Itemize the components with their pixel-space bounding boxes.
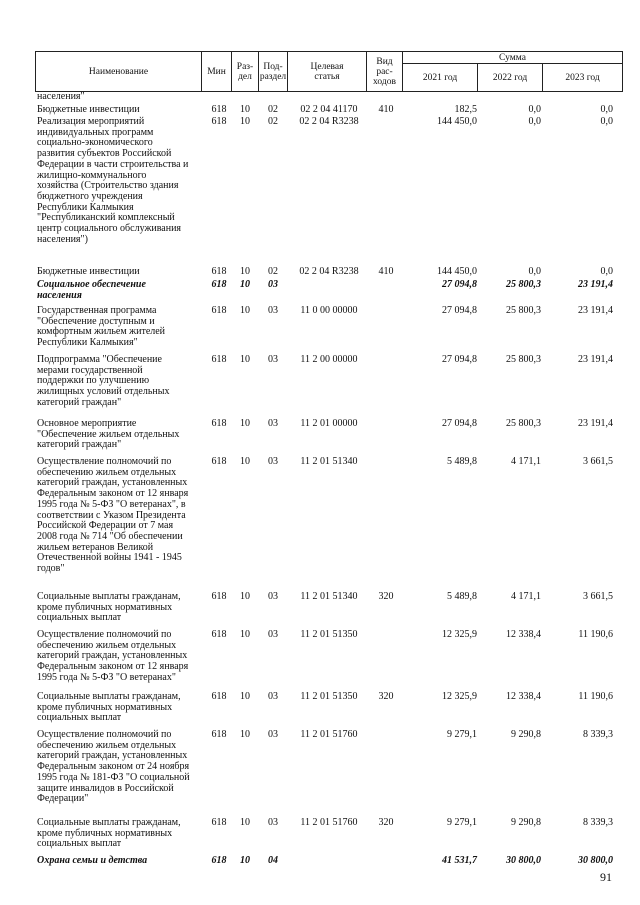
row-2021: 5 489,8 bbox=[447, 456, 477, 467]
row-2023: 30 800,0 bbox=[578, 855, 613, 866]
row-cs: 11 2 01 51350 bbox=[300, 629, 358, 640]
header-summa: Сумма bbox=[499, 52, 526, 63]
row-razdel: 10 bbox=[240, 116, 250, 127]
row-min: 618 bbox=[211, 116, 227, 127]
row-2021: 9 279,1 bbox=[447, 729, 477, 740]
row-name: Социальные выплаты гражданам, кроме публичных нормативных социальных выплат bbox=[37, 591, 181, 624]
row-min: 618 bbox=[211, 629, 227, 640]
header-min: Мин bbox=[207, 66, 226, 77]
row-2021: 27 094,8 bbox=[442, 279, 477, 290]
row-name: Охрана семьи и детства bbox=[37, 855, 148, 866]
row-2021: 182,5 bbox=[454, 104, 477, 115]
row-2021: 12 325,9 bbox=[442, 629, 477, 640]
row-podrazdel: 04 bbox=[268, 855, 278, 866]
row-2023: 8 339,3 bbox=[583, 729, 613, 740]
header-2021: 2021 год bbox=[422, 72, 458, 83]
row-name: Осуществление полномочий по обеспечению жильем отдельных категорий граждан, установленных Федеральным законом от 12 января 1995 года № 5-ФЗ "О ветеранах" bbox=[37, 629, 189, 683]
row-cs: 11 2 01 51340 bbox=[300, 591, 358, 602]
row-razdel: 10 bbox=[240, 591, 250, 602]
row-2023: 11 190,6 bbox=[578, 629, 613, 640]
row-2021: 144 450,0 bbox=[437, 266, 477, 277]
row-podrazdel: 02 bbox=[268, 104, 278, 115]
row-cs: 11 2 01 51350 bbox=[300, 691, 358, 702]
row-2021: 5 489,8 bbox=[447, 591, 477, 602]
row-2023: 23 191,4 bbox=[578, 354, 613, 365]
row-min: 618 bbox=[211, 266, 227, 277]
row-vr: 410 bbox=[378, 266, 394, 277]
row-podrazdel: 03 bbox=[268, 691, 278, 702]
table-header bbox=[35, 51, 623, 92]
row-2023: 11 190,6 bbox=[578, 691, 613, 702]
page-number: 91 bbox=[600, 870, 612, 884]
row-cs: 11 0 00 00000 bbox=[300, 305, 358, 316]
row-2021: 12 325,9 bbox=[442, 691, 477, 702]
row-cs: 11 2 01 00000 bbox=[300, 418, 358, 429]
row-2022: 30 800,0 bbox=[506, 855, 541, 866]
row-razdel: 10 bbox=[240, 279, 250, 290]
row-name: Государственная программа "Обеспечение доступным и комфортным жильем жителей Республики Калмыкия" bbox=[37, 305, 166, 349]
row-min: 618 bbox=[211, 456, 227, 467]
row-cs: 02 2 04 R3238 bbox=[299, 266, 359, 277]
header-2023: 2023 год bbox=[565, 72, 600, 83]
row-name: Реализация мероприятий индивидуальных программ социально-экономического развития субъектов Российской Федерации в части строительства и жилищно-коммунального хозяйства (Строительство здания бюджетного учреждения Республики Калмыкия "Республиканский комплексный центр социального обслуживания населения") bbox=[37, 116, 189, 245]
row-razdel: 10 bbox=[240, 305, 250, 316]
row-vr: 320 bbox=[378, 691, 394, 702]
row-min: 618 bbox=[211, 729, 227, 740]
row-cs: 02 2 04 41170 bbox=[300, 104, 358, 115]
row-name: Основное мероприятие "Обеспечение жильем отдельных категорий граждан" bbox=[37, 418, 180, 451]
row-name: Подпрограмма "Обеспечение мерами государственной поддержки по улучшению жилищных условий отдельных категорий граждан" bbox=[37, 354, 170, 408]
row-vr: 320 bbox=[378, 591, 394, 602]
row-name: Бюджетные инвестиции bbox=[37, 104, 140, 115]
row-2022: 25 800,3 bbox=[506, 354, 541, 365]
row-min: 618 bbox=[211, 691, 227, 702]
row-2022: 9 290,8 bbox=[511, 817, 541, 828]
row-2023: 0,0 bbox=[600, 104, 613, 115]
row-cs: 11 2 01 51760 bbox=[300, 729, 358, 740]
row-name: Осуществление полномочий по обеспечению жильем отдельных категорий граждан, установленных Федеральным законом от 24 ноября 1995 года № 181-ФЗ "О социальной защите инвалидов в Российской Федерации" bbox=[37, 729, 190, 805]
header-name: Наименование bbox=[88, 66, 149, 77]
row-razdel: 10 bbox=[240, 691, 250, 702]
row-2022: 25 800,3 bbox=[506, 418, 541, 429]
row-podrazdel: 03 bbox=[268, 279, 278, 290]
row-razdel: 10 bbox=[240, 729, 250, 740]
row-2021: 27 094,8 bbox=[442, 305, 477, 316]
row-vr: 410 bbox=[378, 104, 394, 115]
row-2022: 25 800,3 bbox=[506, 279, 541, 290]
row-cs: 02 2 04 R3238 bbox=[299, 116, 359, 127]
row-podrazdel: 03 bbox=[268, 354, 278, 365]
row-min: 618 bbox=[211, 855, 227, 866]
row-razdel: 10 bbox=[240, 855, 250, 866]
row-name: Социальные выплаты гражданам, кроме публичных нормативных социальных выплат bbox=[37, 817, 181, 850]
row-razdel: 10 bbox=[240, 629, 250, 640]
row-cs: 11 2 01 51340 bbox=[300, 456, 358, 467]
row-2022: 4 171,1 bbox=[511, 456, 541, 467]
row-2021: 27 094,8 bbox=[442, 354, 477, 365]
row-name: Бюджетные инвестиции bbox=[37, 266, 140, 277]
row-2023: 3 661,5 bbox=[583, 591, 613, 602]
row-min: 618 bbox=[211, 279, 227, 290]
row-razdel: 10 bbox=[240, 354, 250, 365]
row-razdel: 10 bbox=[240, 104, 250, 115]
row-podrazdel: 03 bbox=[268, 729, 278, 740]
row-razdel: 10 bbox=[240, 266, 250, 277]
row-podrazdel: 03 bbox=[268, 591, 278, 602]
row-podrazdel: 02 bbox=[268, 266, 278, 277]
row-cs: 11 2 01 51760 bbox=[300, 817, 358, 828]
row-2023: 23 191,4 bbox=[578, 279, 613, 290]
row-2022: 0,0 bbox=[528, 116, 541, 127]
row-2021: 27 094,8 bbox=[442, 418, 477, 429]
row-2023: 23 191,4 bbox=[578, 305, 613, 316]
row-razdel: 10 bbox=[240, 456, 250, 467]
row-podrazdel: 02 bbox=[268, 116, 278, 127]
row-min: 618 bbox=[211, 305, 227, 316]
row-2021: 144 450,0 bbox=[437, 116, 477, 127]
row-2023: 0,0 bbox=[600, 116, 613, 127]
row-2023: 3 661,5 bbox=[583, 456, 613, 467]
row-2023: 0,0 bbox=[600, 266, 613, 277]
header-podrazdel: Под- раздел bbox=[259, 61, 287, 82]
row-2022: 0,0 bbox=[528, 104, 541, 115]
row-2022: 0,0 bbox=[528, 266, 541, 277]
row-min: 618 bbox=[211, 354, 227, 365]
row-2022: 12 338,4 bbox=[506, 691, 541, 702]
row-min: 618 bbox=[211, 104, 227, 115]
row-2022: 9 290,8 bbox=[511, 729, 541, 740]
row-podrazdel: 03 bbox=[268, 456, 278, 467]
row-razdel: 10 bbox=[240, 817, 250, 828]
row-2023: 8 339,3 bbox=[583, 817, 613, 828]
row-podrazdel: 03 bbox=[268, 305, 278, 316]
header-2022: 2022 год bbox=[492, 72, 528, 83]
row-min: 618 bbox=[211, 591, 227, 602]
row-name: Осуществление полномочий по обеспечению жильем отдельных категорий граждан, установленных Федеральным законом от 12 января 1995 года № 5-ФЗ "О ветеранах", в соответствии с Указом Президента Российской Федерации от 7 мая 2008 года № 714 "Об обеспечении жильем ветеранов Великой Отечественной войны 1941 - 1945 годов" bbox=[37, 456, 189, 575]
header-cs: Целевая статья bbox=[310, 61, 344, 82]
row-2022: 4 171,1 bbox=[511, 591, 541, 602]
row-podrazdel: 03 bbox=[268, 418, 278, 429]
row-name: населения" bbox=[37, 91, 85, 102]
row-2021: 41 531,7 bbox=[442, 855, 477, 866]
row-2022: 25 800,3 bbox=[506, 305, 541, 316]
row-cs: 11 2 00 00000 bbox=[300, 354, 358, 365]
row-razdel: 10 bbox=[240, 418, 250, 429]
row-name: Социальное обеспечение населения bbox=[37, 279, 146, 301]
row-podrazdel: 03 bbox=[268, 817, 278, 828]
row-name: Социальные выплаты гражданам, кроме публичных нормативных социальных выплат bbox=[37, 691, 181, 724]
row-podrazdel: 03 bbox=[268, 629, 278, 640]
row-2023: 23 191,4 bbox=[578, 418, 613, 429]
row-2021: 9 279,1 bbox=[447, 817, 477, 828]
row-min: 618 bbox=[211, 418, 227, 429]
row-min: 618 bbox=[211, 817, 227, 828]
row-vr: 320 bbox=[378, 817, 394, 828]
header-razdel: Раз- дел bbox=[236, 61, 254, 82]
header-vr: Вид рас- ходов bbox=[373, 56, 396, 87]
row-2022: 12 338,4 bbox=[506, 629, 541, 640]
